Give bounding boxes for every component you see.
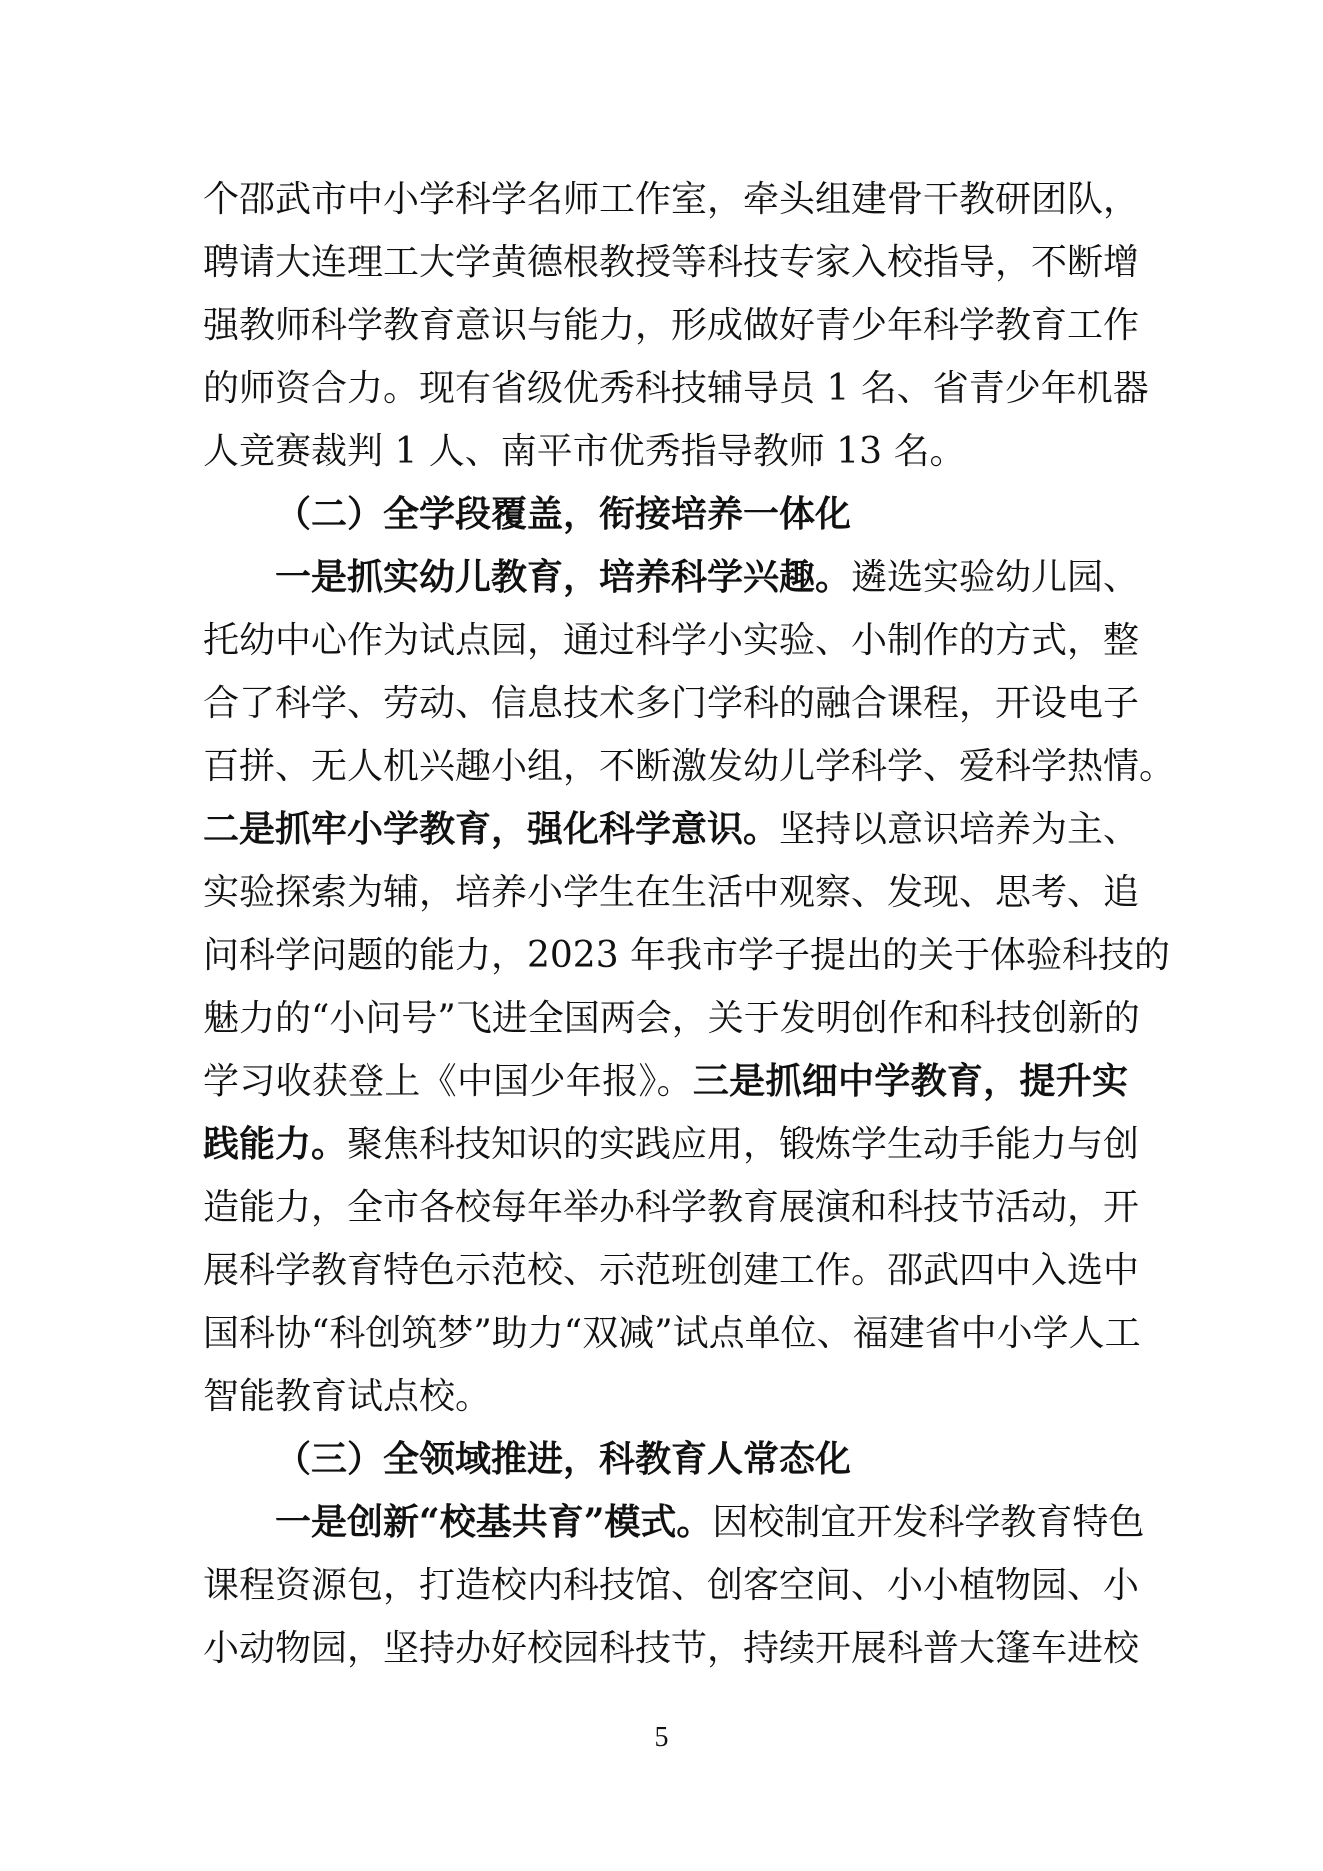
paragraph-line: 二是抓牢小学教育，强化科学意识。坚持以意识培养为主、 xyxy=(203,808,1140,850)
paragraph-line: 课程资源包，打造校内科技馆、创客空间、小小植物园、小 xyxy=(203,1565,1140,1606)
paragraph-line: 合了科学、劳动、信息技术多门学科的融合课程，开设电子 xyxy=(203,683,1140,724)
bold-lead-phrase: 一是创新“校基共育”模式。 xyxy=(275,1501,713,1543)
paragraph-line: 的师资合力。现有省级优秀科技辅导员 1 名、省青少年机器 xyxy=(203,368,1149,409)
document-body xyxy=(203,168,1176,1680)
section-heading: （三）全领域推进，科教育人常态化 xyxy=(275,1438,852,1480)
paragraph-line: 个邵武市中小学科学名师工作室，牵头组建骨干教研团队， xyxy=(203,179,1140,220)
page-number: 5 xyxy=(654,1722,669,1753)
bold-lead-phrase: 三是抓细中学教育，提升实 xyxy=(692,1060,1128,1102)
section-heading: （二）全学段覆盖，衔接培养一体化 xyxy=(275,493,852,535)
paragraph-line: 强教师科学教育意识与能力，形成做好青少年科学教育工作 xyxy=(203,305,1140,346)
paragraph-line: 聘请大连理工大学黄德根教授等科技专家入校指导，不断增 xyxy=(203,242,1140,283)
paragraph-line: 人竞赛裁判 1 人、南平市优秀指导教师 13 名。 xyxy=(203,431,966,472)
paragraph-line: 展科学教育特色示范校、示范班创建工作。邵武四中入选中 xyxy=(203,1250,1140,1291)
paragraph-line: 学习收获登上《中国少年报》。三是抓细中学教育，提升实 xyxy=(203,1060,1128,1102)
paragraph-line: 国科协“科创筑梦”助力“双减”试点单位、福建省中小学人工 xyxy=(203,1313,1141,1354)
paragraph-line: 践能力。聚焦科技知识的实践应用，锻炼学生动手能力与创 xyxy=(203,1123,1140,1165)
bold-lead-phrase: 一是抓实幼儿教育，培养科学兴趣。 xyxy=(275,556,852,598)
paragraph-line: 实验探索为辅，培养小学生在生活中观察、发现、思考、追 xyxy=(203,872,1140,913)
bold-lead-phrase: 二是抓牢小学教育，强化科学意识。 xyxy=(203,808,780,850)
paragraph-line: 魅力的“小问号”飞进全国两会，关于发明创作和科技创新的 xyxy=(203,998,1140,1039)
paragraph-line: 一是抓实幼儿教育，培养科学兴趣。遴选实验幼儿园、 xyxy=(275,556,1140,598)
paragraph-line: 造能力，全市各校每年举办科学教育展演和科技节活动，开 xyxy=(203,1187,1140,1228)
bold-lead-phrase: 践能力。 xyxy=(203,1123,348,1165)
paragraph-line: 百拼、无人机兴趣小组，不断激发幼儿学科学、爱科学热情。 xyxy=(203,746,1176,787)
paragraph-line: 智能教育试点校。 xyxy=(203,1376,492,1417)
paragraph-line: 一是创新“校基共育”模式。因校制宜开发科学教育特色 xyxy=(275,1501,1145,1543)
paragraph-line: 问科学问题的能力，2023 年我市学子提出的关于体验科技的 xyxy=(203,935,1171,976)
paragraph-line: 托幼中心作为试点园，通过科学小实验、小制作的方式，整 xyxy=(203,620,1140,661)
paragraph-line: 小动物园，坚持办好校园科技节，持续开展科普大篷车进校 xyxy=(203,1628,1140,1669)
